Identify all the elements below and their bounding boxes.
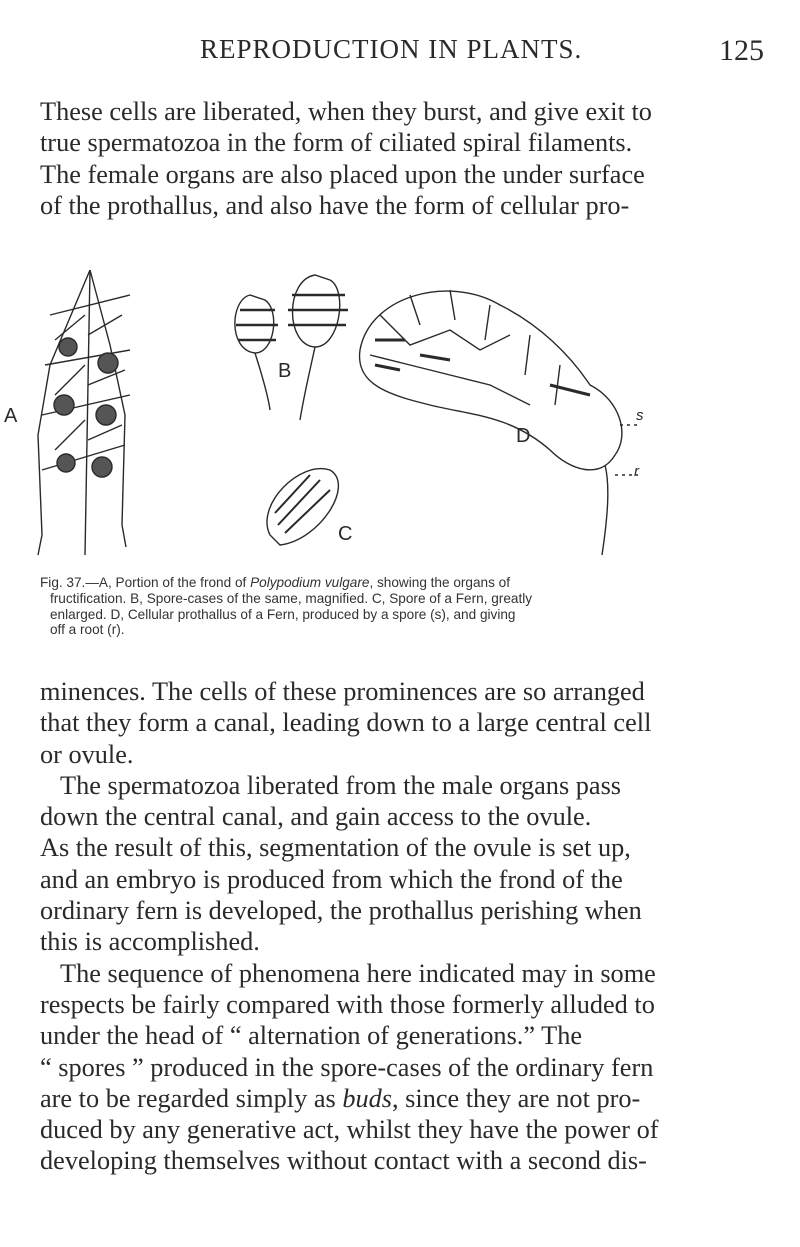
- text-line: are to be regarded simply as buds, since they are not pro-: [40, 1083, 641, 1113]
- text-line: true spermatozoa in the form of ciliated spiral filaments.: [40, 128, 633, 158]
- paragraph-top: [40, 96, 770, 221]
- text-line: and an embryo is produced from which the frond of the: [40, 864, 623, 894]
- text-line: of the prothallus, and also have the form of cellular pro-: [40, 190, 630, 220]
- label-c: C: [338, 523, 353, 545]
- frond-drawing: [38, 270, 130, 555]
- prothallus-drawing: [360, 290, 622, 555]
- text-line: “ spores ” produced in the spore-cases of the ordinary fern: [40, 1052, 654, 1082]
- text-line: The sequence of phenomena here indicated may in some: [60, 958, 656, 988]
- caption-line: fructification. B, Spore-cases of the same, magnified. C, Spore of a Fern, greatly: [50, 590, 533, 606]
- label-b: B: [278, 360, 292, 382]
- text-line: These cells are liberated, when they burst, and give exit to: [40, 97, 652, 126]
- label-d: D: [516, 425, 531, 447]
- text-line: ordinary fern is developed, the prothallus perishing when: [40, 896, 642, 926]
- spore-cases-drawing: [235, 275, 348, 420]
- figure-caption: [40, 575, 760, 638]
- text-line: this is accomplished.: [40, 927, 260, 957]
- text-line: duced by any generative act, whilst they have the power of: [40, 1115, 659, 1145]
- caption-line: enlarged. D, Cellular prothallus of a Fern, produced by a spore (s), and giving: [50, 606, 516, 622]
- caption-line: Fig. 37.—A, Portion of the frond of Polypodium vulgare, showing the organs of: [40, 575, 511, 590]
- text-line: minences. The cells of these prominences are so arranged: [40, 677, 645, 706]
- text-line: The spermatozoa liberated from the male organs pass: [60, 770, 622, 800]
- spore-drawing: [267, 469, 338, 545]
- text-line: down the central canal, and gain access to the ovule.: [40, 802, 592, 832]
- running-head-title: REPRODUCTION IN PLANTS.: [200, 34, 583, 64]
- text-line: developing themselves without contact with a second dis-: [40, 1146, 647, 1176]
- running-header: [40, 34, 780, 74]
- fern-illustration: [4, 255, 650, 575]
- text-line: The female organs are also placed upon the under surface: [40, 159, 645, 189]
- page-number: 125: [719, 34, 764, 67]
- label-r: r: [634, 463, 639, 480]
- text-line: that they form a canal, leading down to a large central cell: [40, 708, 652, 738]
- label-a: A: [4, 405, 18, 427]
- text-line: As the result of this, segmentation of the ovule is set up,: [40, 833, 631, 863]
- text-line: respects be fairly compared with those formerly alluded to: [40, 989, 655, 1019]
- text-line: or ovule.: [40, 739, 134, 769]
- text-line: under the head of “ alternation of generations.” The: [40, 1021, 583, 1051]
- caption-line: off a root (r).: [50, 622, 125, 638]
- label-s: s: [636, 407, 644, 424]
- paragraph-bottom: [40, 676, 770, 1177]
